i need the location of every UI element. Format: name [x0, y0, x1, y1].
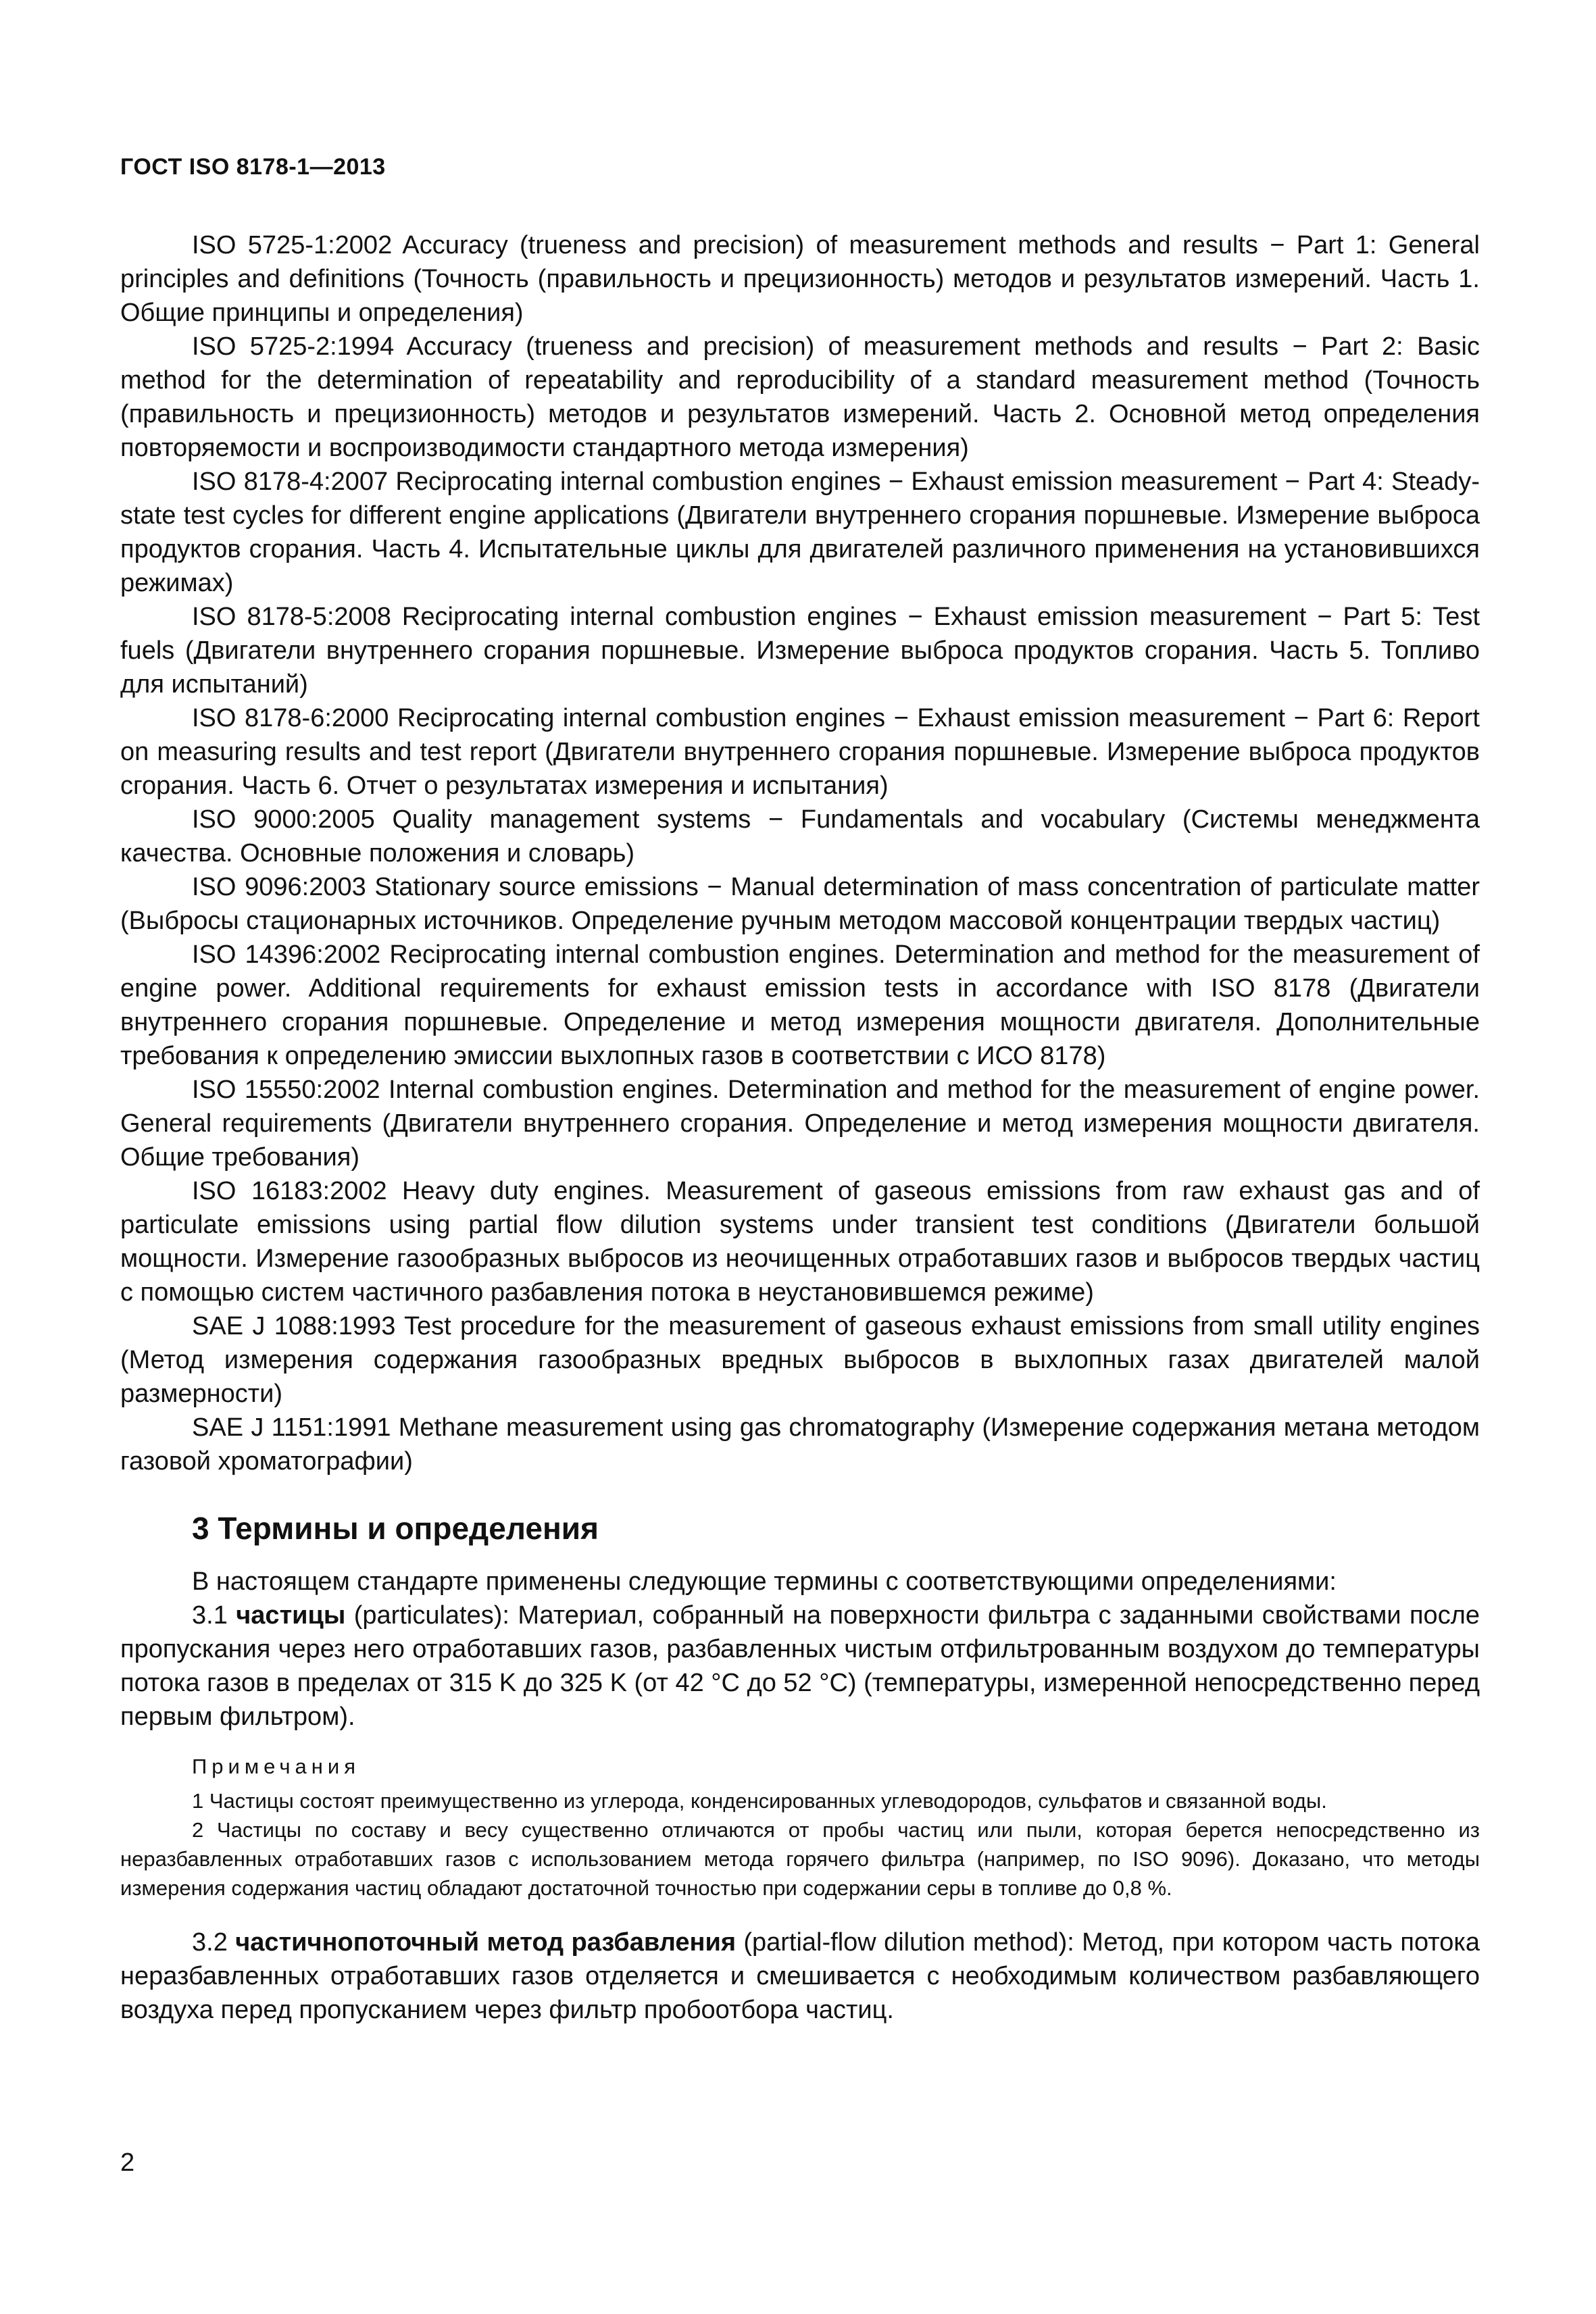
term-number: 3.1	[192, 1601, 236, 1630]
term-name: частицы	[236, 1601, 346, 1630]
reference-item: ISO 14396:2002 Reciprocating internal combustion engines. Determination and method for the measurement of engine power. Additional requirements for exhaust emission tests in accordance with ISO 8178 (Двигатели внутреннего сгорания поршневые. Определение и метод измерения мощности двигателя. Дополнительные требования к определению эмиссии выхлопных газов в соответствии с ИСО 8178)	[120, 940, 1480, 1070]
reference-item: SAE J 1151:1991 Methane measurement using gas chromatography (Измерение содержания метана методом газовой хроматографии)	[120, 1413, 1480, 1476]
section-title: 3 Термины и определения	[192, 1511, 599, 1546]
reference-item: ISO 8178-6:2000 Reciprocating internal combustion engines − Exhaust emission measurement − Part 6: Report on measuring results and test report (Двигатели внутреннего сгорания поршневые. Измерение выброса продуктов сгорания. Часть 6. Отчет о результатах измерения и испытания)	[120, 704, 1480, 800]
term-definition-partial-flow	[120, 1926, 1480, 2027]
term-definition-text: (partial-flow dilution method): Метод, при котором часть потока неразбавленных отработавших газов отделяется и смешивается с необходимым количеством разбавляющего воздуха перед пропусканием через фильтр пробоотбора частиц.	[120, 1928, 1480, 2024]
reference-item: ISO 5725-2:1994 Accuracy (trueness and precision) of measurement methods and results − Part 2: Basic method for the determination of repeatability and reproducibility of a standard measurement method (Точность (правильность и прецизионность) методов и результатов измерений. Часть 2. Основной метод определения повторяемости и воспроизводимости стандартного метода измерения)	[120, 332, 1480, 462]
reference-item: ISO 9096:2003 Stationary source emissions − Manual determination of mass concentration of particulate matter (Выбросы стационарных источников. Определение ручным методом массовой концентрации твердых частиц)	[120, 873, 1480, 935]
section-intro: В настоящем стандарте применены следующие термины с соответствующими определениями:	[192, 1567, 1337, 1596]
term-name: частичнопоточный метод разбавления	[235, 1928, 736, 1957]
term-definition-text: (particulates): Материал, собранный на поверхности фильтра с заданными свойствами после пропускания через него отработавших газов, разбавленных чистым отфильтрованным воздухом до температуры потока газов в пределах от 315 K до 325 K (от 42 °С до 52 °С) (температуры, измеренной непосредственно перед первым фильтром).	[120, 1601, 1480, 1731]
reference-item: ISO 16183:2002 Heavy duty engines. Measurement of gaseous emissions from raw exhaust gas and of particulate emissions using partial flow dilution systems under transient test conditions (Двигатели большой мощности. Измерение газообразных выбросов из неочищенных отработавших газов и выбросов твердых частиц с помощью систем частичного разбавления потока в неустановившемся режиме)	[120, 1177, 1480, 1307]
reference-item: SAE J 1088:1993 Test procedure for the measurement of gaseous exhaust emissions from small utility engines (Метод измерения содержания газообразных вредных выбросов в выхлопных газах двигателей малой размерности)	[120, 1312, 1480, 1408]
reference-item: ISO 15550:2002 Internal combustion engines. Determination and method for the measurement of engine power. General requirements (Двигатели внутреннего сгорания. Определение и метод измерения мощности двигателя. Общие требования)	[120, 1076, 1480, 1172]
term-number: 3.2	[192, 1928, 236, 1957]
reference-item: ISO 8178-5:2008 Reciprocating internal combustion engines − Exhaust emission measurement − Part 5: Test fuels (Двигатели внутреннего сгорания поршневые. Измерение выброса продуктов сгорания. Часть 5. Топливо для испытаний)	[120, 603, 1480, 699]
reference-item: ISO 9000:2005 Quality management systems − Fundamentals and vocabulary (Системы менеджмента качества. Основные положения и словарь)	[120, 805, 1480, 867]
note-item: 1 Частицы состоят преимущественно из углерода, конденсированных углеводородов, сульфатов и связанной воды.	[192, 1789, 1327, 1813]
normative-references-list	[120, 228, 1480, 1478]
page-content	[120, 228, 1480, 2027]
term-definition-particulates	[120, 1599, 1480, 1734]
reference-item: ISO 5725-1:2002 Accuracy (trueness and precision) of measurement methods and results − Part 1: General principles and definitions (Точность (правильность и прецизионность) методов и результатов измерений. Часть 1. Общие принципы и определения)	[120, 231, 1480, 327]
document-designation: ГОСТ ISO 8178-1—2013	[120, 154, 386, 180]
reference-item: ISO 8178-4:2007 Reciprocating internal combustion engines − Exhaust emission measurement − Part 4: Steady-state test cycles for different engine applications (Двигатели внутреннего сгорания поршневые. Измерение выброса продуктов сгорания. Часть 4. Испытательные циклы для двигателей различного применения на установившихся режимах)	[120, 468, 1480, 597]
page-number: 2	[120, 2148, 135, 2177]
note-item: 2 Частицы по составу и весу существенно отличаются от пробы частиц или пыли, которая берется непосредственно из неразбавленных отработавших газов с использованием метода горячего фильтра (например, по ISO 9096). Доказано, что методы измерения содержания частиц обладают достаточной точностью при содержании серы в топливе до 0,8 %.	[120, 1818, 1480, 1900]
notes-block	[120, 1753, 1480, 1903]
notes-heading: Примечания	[192, 1755, 360, 1778]
